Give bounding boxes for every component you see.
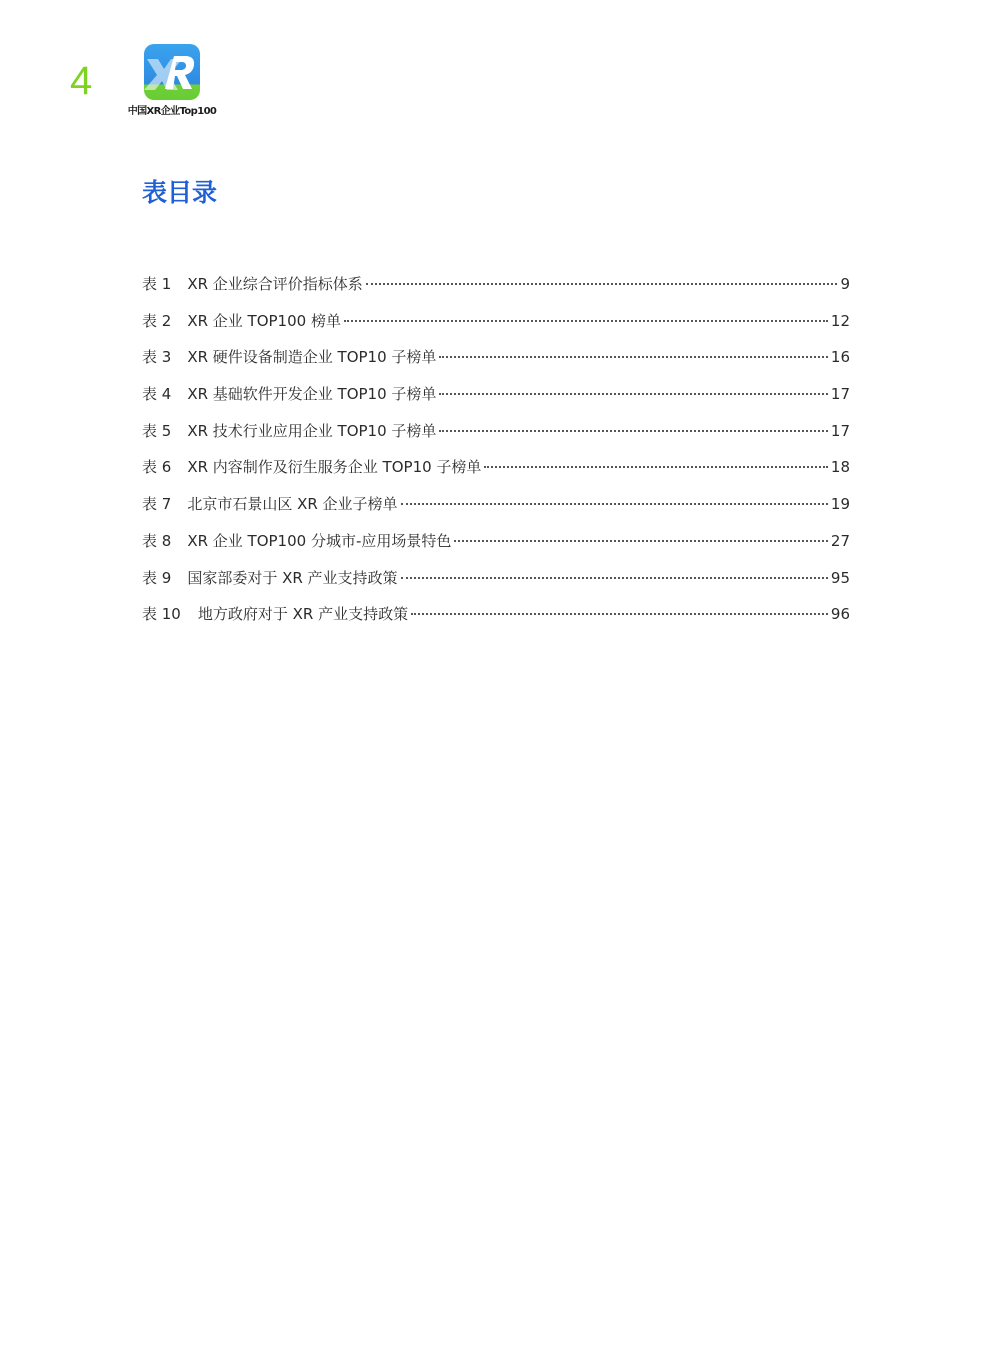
toc-entry-page: 9 [840,275,850,293]
toc-entry[interactable] [142,419,850,456]
toc-entry-prefix: 表 1 [142,275,172,293]
dot-leader [439,356,827,358]
toc-entry-page: 19 [830,495,850,514]
toc-entry-label [142,309,341,333]
toc-entry-text: 地方政府对于 XR 产业支持政策 [197,605,409,624]
toc-entry[interactable] [142,602,850,639]
dot-leader [439,393,827,395]
dot-leader [411,613,828,615]
dot-leader [439,430,827,432]
toc-entry-label [142,492,398,516]
toc-entry[interactable] [142,382,850,419]
toc-entry-page: 16 [830,348,850,367]
toc-entry-text: XR 基础软件开发企业 TOP10 子榜单 [187,385,437,404]
toc-entry-page: 95 [830,568,850,587]
toc-entry-label [142,272,363,296]
toc-entry-page: 17 [830,421,850,440]
toc-entry[interactable] [142,529,850,566]
table-of-contents [142,272,850,639]
xr-logo-glyph [144,44,200,100]
toc-entry-label [142,455,481,479]
toc-entry-prefix: 表 7 [142,495,172,514]
toc-entry-prefix: 表 5 [142,421,172,440]
toc-entry-text: 国家部委对于 XR 产业支持政策 [187,568,398,587]
brand-logo [120,44,224,120]
toc-entry-label [142,529,451,553]
toc-entry[interactable] [142,345,850,382]
toc-entry-page: 27 [830,531,850,550]
toc-entry-text: XR 内容制作及衍生服务企业 TOP10 子榜单 [187,458,482,477]
toc-entry-text: XR 企业 TOP100 榜单 [187,311,341,330]
toc-entry-page: 12 [830,311,850,330]
toc-entry-prefix: 表 9 [142,568,172,587]
toc-entry-label [142,345,436,369]
xr-logo-icon [144,44,200,100]
toc-entry[interactable] [142,455,850,492]
dot-leader [454,540,828,542]
toc-entry-label [142,382,436,406]
toc-entry-label [142,602,408,626]
toc-entry[interactable] [142,272,850,309]
toc-entry-text: XR 硬件设备制造企业 TOP10 子榜单 [187,348,437,367]
toc-entry-prefix: 表 3 [142,348,172,367]
toc-entry-prefix: 表 10 [142,605,181,624]
toc-entry-label [142,566,398,590]
toc-entry[interactable] [142,566,850,603]
logo-caption: 中国XR企业Top100 [127,106,217,117]
toc-entry-prefix: 表 2 [142,311,172,330]
dot-leader [401,503,828,505]
toc-entry-label [142,419,436,443]
toc-entry-page: 17 [830,385,850,404]
toc-entry-page: 18 [830,458,850,477]
toc-entry-text: XR 企业综合评价指标体系 [187,275,363,293]
toc-entry-page: 96 [830,605,850,624]
toc-entry-prefix: 表 6 [142,458,172,477]
toc-entry-prefix: 表 4 [142,385,172,404]
dot-leader [366,283,838,285]
dot-leader [401,577,828,579]
toc-entry[interactable] [142,309,850,346]
toc-entry-text: 北京市石景山区 XR 企业子榜单 [187,495,398,514]
page-number: 4 [70,59,93,103]
toc-title: 表目录 [142,178,218,207]
dot-leader [344,320,828,322]
toc-entry[interactable] [142,492,850,529]
toc-entry-text: XR 技术行业应用企业 TOP10 子榜单 [187,421,437,440]
dot-leader [484,466,827,468]
toc-entry-prefix: 表 8 [142,531,172,550]
toc-entry-text: XR 企业 TOP100 分城市-应用场景特色 [187,531,452,550]
